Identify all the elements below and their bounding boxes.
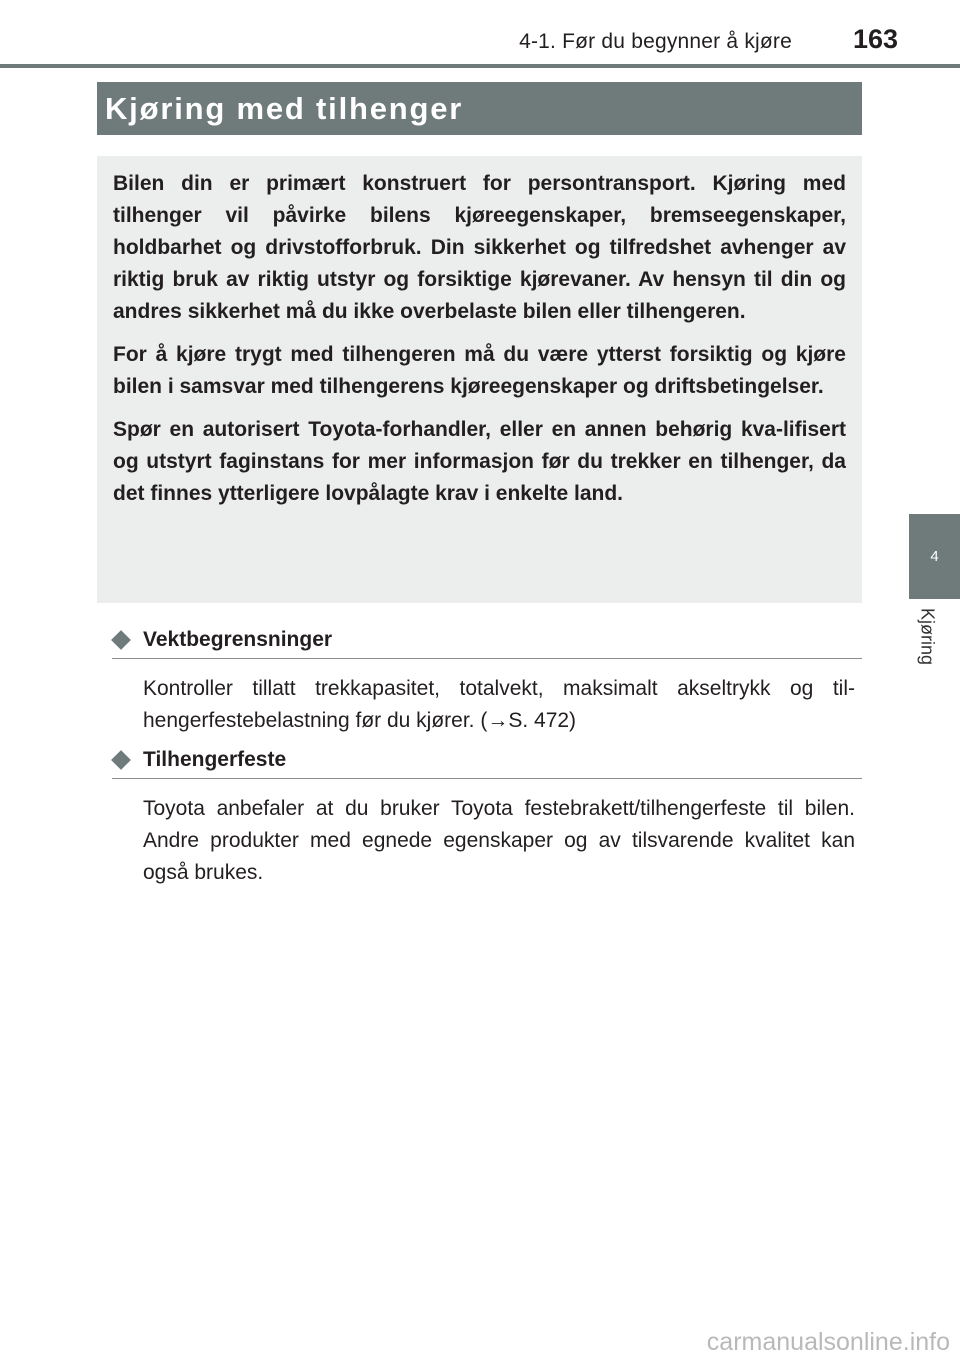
- page-title: Kjøring med tilhenger: [97, 82, 862, 135]
- intro-paragraph: Bilen din er primært konstruert for persontransport. Kjøring med tilhenger vil påvirke bilens kjøreegenskaper, bremseegenskaper, holdbarhet og drivstofforbruk. Din sikkerhet og tilfredshet avhenger av riktig bruk av riktig utstyr og forsiktige kjørevaner. Av hensyn til din og andres sikkerhet må du ikke overbelaste bilen eller tilhengeren.: [113, 172, 846, 323]
- diamond-icon: [111, 750, 131, 770]
- intro-paragraph: For å kjøre trygt med tilhengeren må du være ytterst forsiktig og kjøre bilen i samsvar med tilhengerens kjøreegenskaper og driftsbetingelser.: [113, 343, 846, 398]
- section-body-trailer-hitch: Toyota anbefaler at du bruker Toyota festebrakett/tilhengerfeste til bilen. Andre produkter med egnede egenskaper og av tilsvarende kvalitet kan også brukes.: [143, 797, 855, 884]
- watermark: carmanualsonline.info: [706, 1328, 950, 1356]
- chapter-tab: 4: [909, 514, 960, 599]
- chapter-tab-label: Kjøring: [917, 608, 938, 666]
- header-divider: [0, 64, 960, 68]
- section-heading-trailer-hitch: [112, 742, 862, 779]
- section-heading-label: Tilhengerfeste: [143, 748, 287, 771]
- header-section-title: 4-1. Før du begynner å kjøre: [519, 30, 792, 53]
- intro-paragraph: Spør en autorisert Toyota-forhandler, eller en annen behørig kva-lifisert og utstyrt faginstans for mer informasjon før du trekker en tilhenger, da det finnes ytterligere lovpålagte krav i enkelte land.: [113, 418, 846, 505]
- section-body-weight-limits: Kontroller tillatt trekkapasitet, totalvekt, maksimalt akseltrykk og til-hengerfestebelastning før du kjører. (→S. 472): [143, 677, 855, 732]
- section-heading-weight-limits: [112, 622, 862, 659]
- intro-box: [97, 156, 862, 603]
- diamond-icon: [111, 630, 131, 650]
- section-heading-label: Vektbegrensninger: [143, 628, 333, 651]
- page-number: 163: [852, 24, 898, 54]
